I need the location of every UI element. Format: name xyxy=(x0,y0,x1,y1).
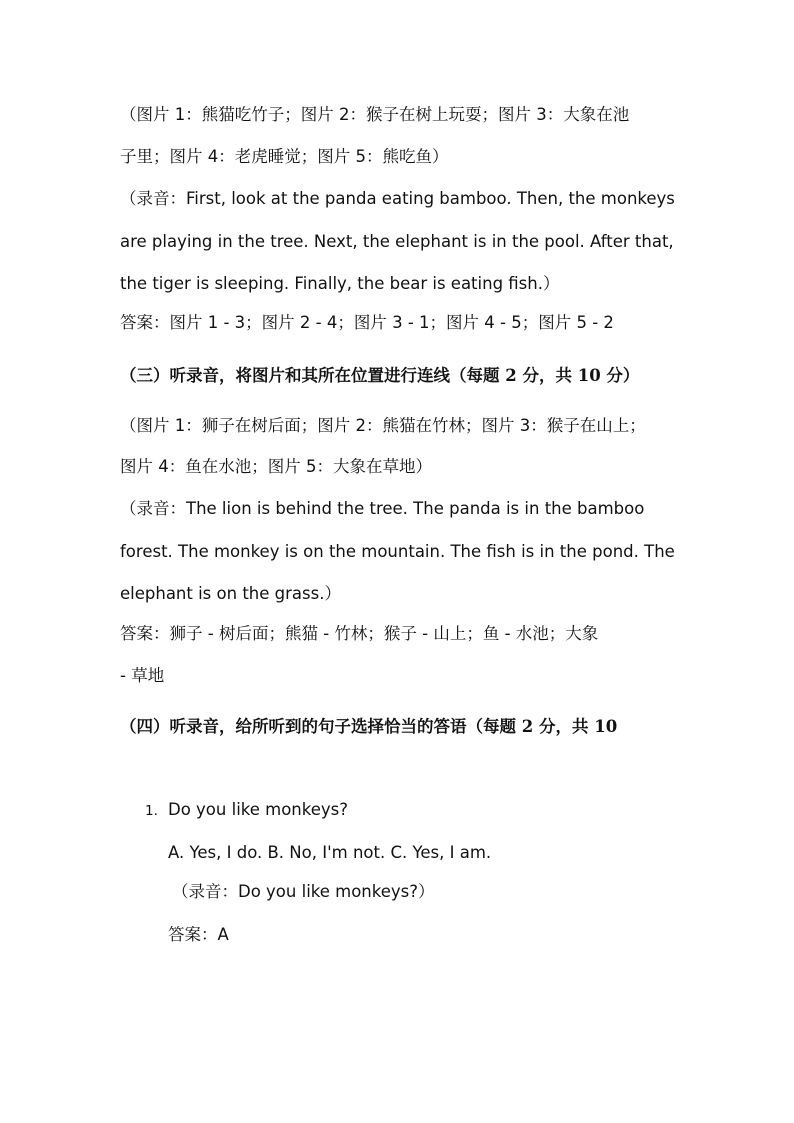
section2-images-line1: （图片 1：熊猫吃竹子；图片 2：猴子在树上玩耍；图片 3：大象在池 xyxy=(120,105,630,124)
section3-answer-line2: - 草地 xyxy=(120,666,165,685)
section4-heading: （四）听录音，给所听到的句子选择恰当的答语（每题 2 分，共 10 xyxy=(120,717,618,736)
section3-heading: （三）听录音，将图片和其所在位置进行连线（每题 2 分，共 10 分） xyxy=(120,366,640,385)
question-text: Do you like monkeys? xyxy=(168,800,349,819)
section2-recording-line2: are playing in the tree. Next, the elephant is in the pool. After that, xyxy=(120,232,674,251)
section3-recording-line1: （录音：The lion is behind the tree. The panda is in the bamboo xyxy=(120,499,645,518)
section3-images-line1: （图片 1：狮子在树后面；图片 2：熊猫在竹林；图片 3：猴子在山上； xyxy=(120,416,646,435)
answer-options: A. Yes, I do. B. No, I'm not. C. Yes, I am. xyxy=(168,843,492,862)
question-answer: 答案：A xyxy=(168,925,229,944)
section3-images-line2: 图片 4：鱼在水池；图片 5：大象在草地） xyxy=(120,457,432,476)
question-number: 1. xyxy=(145,803,158,819)
question-recording: （录音：Do you like monkeys?） xyxy=(172,882,435,901)
section2-answer: 答案：图片 1 - 3；图片 2 - 4；图片 3 - 1；图片 4 - 5；图片 5 - 2 xyxy=(120,313,614,332)
section3-answer-line1: 答案：狮子 - 树后面；熊猫 - 竹林；猴子 - 山上；鱼 - 水池；大象 xyxy=(120,624,599,643)
section2-recording-line1: （录音：First, look at the panda eating bamboo. Then, the monkeys xyxy=(120,189,675,208)
section3-recording-line3: elephant is on the grass.） xyxy=(120,584,341,603)
section2-images-line2: 子里；图片 4：老虎睡觉；图片 5：熊吃鱼） xyxy=(120,147,449,166)
section3-recording-line2: forest. The monkey is on the mountain. The fish is in the pond. The xyxy=(120,542,675,561)
section2-recording-line3: the tiger is sleeping. Finally, the bear is eating fish.） xyxy=(120,274,560,293)
